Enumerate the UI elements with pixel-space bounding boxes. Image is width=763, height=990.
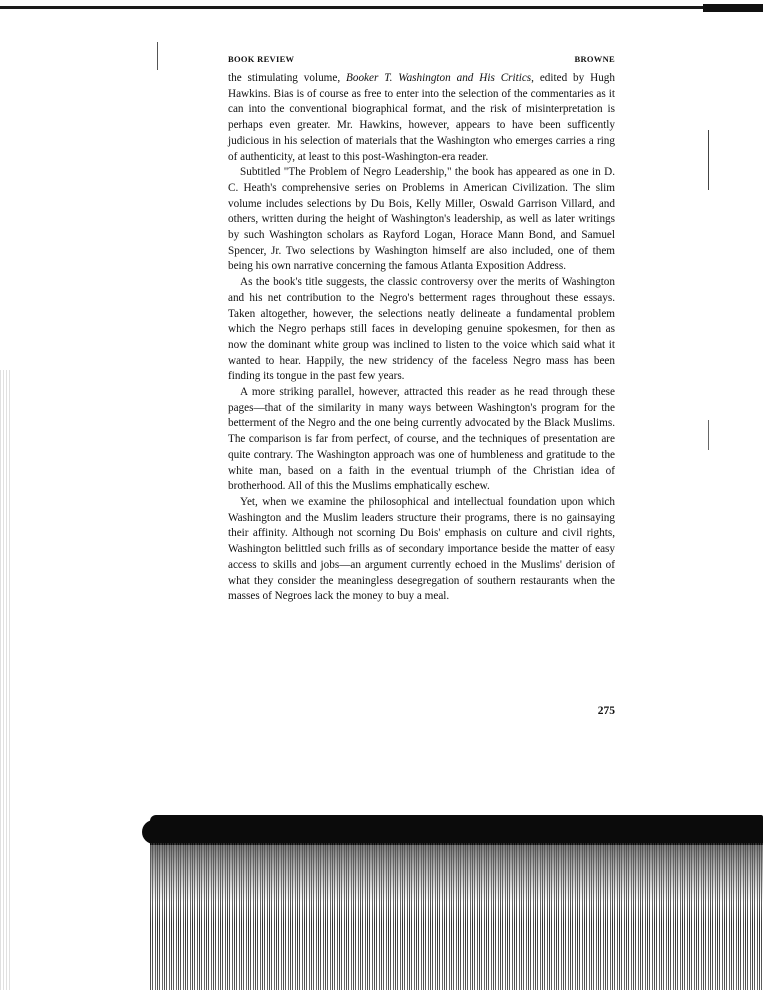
book-title: Booker T. Washington and His Critics	[346, 72, 532, 84]
top-edge-rule	[0, 6, 763, 9]
paragraph-text: the stimulating volume,	[228, 72, 347, 84]
running-header-right: BROWNE	[574, 54, 615, 64]
paragraph-text: , edited by Hugh Hawkins. Bias is of course as free to enter into the selection of the commentaries as it can into the conventional biographical format, and the risk of misinterpretation is perhaps even greater. Mr. Hawkins, however, appears to have been sufficently judicious in his selection of materials that the Washington who emerges carries a ring of authenticity, at least to this post-Washington-era reader.	[228, 72, 615, 163]
page-number: 275	[597, 705, 615, 717]
paragraph-text: A more striking parallel, however, attracted this reader as he read through these pages—that of the similarity in many ways between Washington's program for the betterment of the Negro and the one being currently advocated by the Black Muslims. The comparison is far from perfect, of course, and the techniques of presentation are quite contrary. The Washington approach was one of humbleness and gratitude to the white man, based on a faith in the eventual triumph of the Christian idea of brotherhood. All of this the Muslims emphatically eschew.	[228, 386, 615, 493]
paragraph-text: Subtitled "The Problem of Negro Leadership," the book has appeared as one in D. C. Heath's comprehensive series on Problems in American Civilization. The slim volume includes selections by Du Bois, Kelly Miller, Oswald Garrison Villard, and others, written during the height of Washington's leadership, as well as later writings by such Washington scholars as Rayford Logan, Horace Mann Bond, and Samuel Spencer, Jr. Two selections by Washington himself are also included, one of them being his own narrative concerning the famous Atlanta Exposition Address.	[228, 166, 615, 273]
paragraph	[228, 275, 615, 385]
top-edge-shadow	[703, 4, 763, 12]
paragraph	[228, 165, 615, 275]
scan-artifact-shadow	[150, 843, 763, 903]
running-header-left: BOOK REVIEW	[228, 54, 295, 64]
paragraph	[228, 495, 615, 605]
running-header	[228, 54, 615, 68]
paragraph-text: As the book's title suggests, the classic controversy over the merits of Washington and his net contribution to the Negro's betterment rages throughout these essays. Taken altogether, however, the selections neatly delineate a fundamental problem which the Negro perhaps still faces in developing genuine spokesmen, for then as now the dominant white group was inclined to listen to the voice which said what it wanted to hear. Happily, the new stridency of the faceless Negro mass has been finding its tongue in the past few years.	[228, 276, 615, 383]
article-body	[228, 71, 615, 605]
margin-mark	[708, 130, 709, 190]
scan-artifact-left	[0, 370, 10, 990]
paragraph-text: Yet, when we examine the philosophical and intellectual foundation upon which Washington and the Muslim leaders structure their programs, there is no gainsaying their affinity. Although not scorning Du Bois' emphasis on culture and civil rights, Washington belittled such frills as of secondary importance beside the matter of easy access to skills and jobs—an argument currently echoed in the Muslims' derision of what they consider the meaningless desegregation of southern restaurants when the masses of Negroes lack the money to buy a meal.	[228, 495, 615, 603]
page-bottom-edge	[150, 815, 763, 845]
margin-mark	[708, 420, 709, 450]
paragraph	[228, 71, 615, 165]
margin-mark	[157, 42, 158, 70]
paragraph	[228, 385, 615, 495]
